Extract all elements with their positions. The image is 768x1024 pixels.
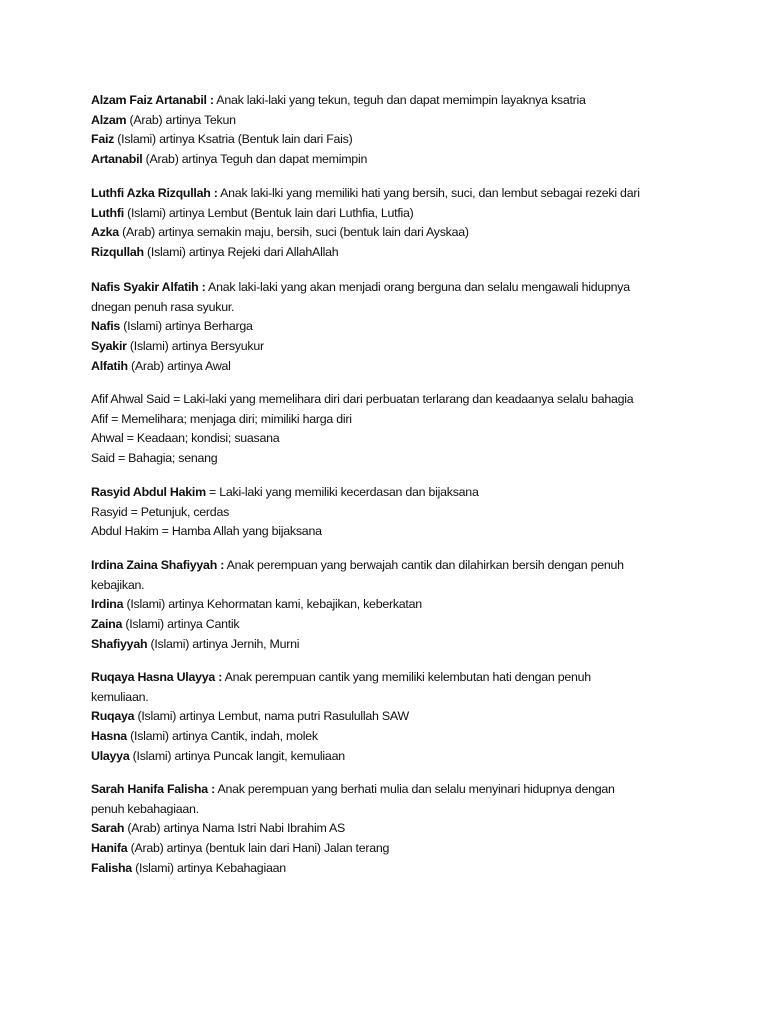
line-text: (Islami) artinya Cantik	[122, 617, 240, 632]
text-line	[91, 337, 711, 357]
name-entry-section	[91, 390, 711, 469]
text-line	[91, 595, 711, 615]
line-text: Anak laki-laki yang akan menjadi orang berguna dan selalu mengawali hidupnya	[205, 280, 630, 294]
bold-name: Azka	[91, 225, 119, 240]
line-text: (Islami) artinya Lembut (Bentuk lain dari Luthfia, Lutfia)	[123, 205, 414, 220]
text-line	[91, 503, 711, 523]
line-text: Said = Bahagia; senang	[91, 451, 218, 466]
line-text: kebajikan.	[91, 577, 145, 592]
line-text: (Islami) artinya Bersyukur	[126, 339, 264, 354]
text-line	[91, 357, 711, 377]
bold-name: Luthfi Azka Rizqullah :	[91, 186, 218, 200]
text-line	[91, 390, 711, 410]
bold-name: Shafiyyah	[91, 636, 148, 651]
bold-name: Syakir	[91, 339, 127, 354]
text-line	[91, 615, 711, 635]
text-line	[91, 668, 711, 688]
line-text: Anak perempuan cantik yang memiliki kelembutan hati dengan penuh	[222, 670, 591, 684]
text-line	[91, 91, 711, 111]
text-line	[91, 243, 711, 263]
name-entry-section	[91, 668, 711, 766]
text-line	[91, 727, 711, 747]
bold-name: Ruqaya	[91, 709, 135, 724]
line-text: (Arab) artinya semakin maju, bersih, suci (bentuk lain dari Ayskaa)	[118, 225, 469, 240]
text-line	[91, 747, 711, 767]
line-text: Anak laki-laki yang tekun, teguh dan dapat memimpin layaknya ksatria	[213, 93, 586, 107]
bold-name: Irdina Zaina Shafiyyah :	[91, 558, 225, 572]
text-line	[91, 780, 711, 800]
line-text: (Islami) artinya Lembut, nama putri Rasulullah SAW	[134, 709, 409, 724]
bold-name: Sarah	[91, 821, 125, 836]
text-line	[91, 150, 711, 170]
text-line	[91, 800, 711, 820]
text-line	[91, 556, 711, 576]
name-entry-section	[91, 780, 711, 878]
text-line	[91, 111, 711, 131]
line-text: penuh kebahagiaan.	[91, 801, 199, 816]
bold-name: Alzam Faiz Artanabil :	[91, 93, 214, 107]
text-line	[91, 278, 711, 298]
line-text: (Islami) artinya Puncak langit, kemuliaan	[129, 748, 345, 763]
name-entry-section	[91, 91, 711, 170]
bold-name: Faiz	[91, 132, 115, 147]
bold-name: Alfatih	[91, 358, 128, 373]
bold-name: Nafis	[91, 319, 121, 334]
text-line	[91, 429, 711, 449]
name-entry-section	[91, 483, 711, 542]
bold-name: Ulayya	[91, 748, 130, 763]
name-entry-section	[91, 278, 711, 376]
bold-name: Ruqaya Hasna Ulayya :	[91, 670, 223, 684]
line-text: (Islami) artinya Kebahagiaan	[131, 860, 286, 875]
text-line	[91, 130, 711, 150]
text-line	[91, 410, 711, 430]
line-text: Afif Ahwal Said = Laki-laki yang memelihara diri dari perbuatan terlarang dan keadaanya selalu bahagia	[91, 392, 634, 406]
bold-name: Irdina	[91, 597, 124, 612]
text-line	[91, 522, 711, 542]
line-text: Anak perempuan yang berhati mulia dan selalu menyinari hidupnya dengan	[214, 782, 615, 796]
text-line	[91, 688, 711, 708]
line-text: Anak laki-lki yang memiliki hati yang bersih, suci, dan lembut sebagai rezeki dari	[217, 186, 640, 200]
bold-name: Hasna	[91, 729, 127, 744]
bold-name: Hanifa	[91, 841, 128, 856]
line-text: (Arab) artinya (bentuk lain dari Hani) Jalan terang	[127, 841, 390, 856]
bold-name: Nafis Syakir Alfatih :	[91, 280, 206, 294]
bold-name: Alzam	[91, 112, 127, 127]
line-text: (Islami) artinya Berharga	[120, 319, 253, 334]
line-text: kemuliaan.	[91, 689, 149, 704]
line-text: (Arab) artinya Tekun	[126, 112, 236, 127]
text-line	[91, 449, 711, 469]
text-line	[91, 819, 711, 839]
line-text: = Laki-laki yang memiliki kecerdasan dan bijaksana	[205, 485, 479, 499]
text-line	[91, 317, 711, 337]
line-text: (Arab) artinya Awal	[127, 358, 231, 373]
line-text: Afif = Memelihara; menjaga diri; mimiliki harga diri	[91, 411, 352, 426]
text-line	[91, 483, 711, 503]
line-text: dnegan penuh rasa syukur.	[91, 299, 235, 314]
bold-name: Luthfi	[91, 205, 124, 220]
line-text: (Islami) artinya Rejeki dari AllahAllah	[143, 245, 339, 260]
text-line	[91, 204, 711, 224]
name-entry-section	[91, 556, 711, 654]
bold-name: Falisha	[91, 860, 132, 875]
line-text: Ahwal = Keadaan; kondisi; suasana	[91, 431, 280, 446]
bold-name: Artanabil	[91, 152, 143, 167]
line-text: (Arab) artinya Nama Istri Nabi Ibrahim AS	[124, 821, 346, 836]
text-line	[91, 223, 711, 243]
line-text: (Islami) artinya Cantik, indah, molek	[126, 729, 318, 744]
line-text: (Islami) artinya Ksatria (Bentuk lain dari Fais)	[114, 132, 353, 147]
bold-name: Rasyid Abdul Hakim	[91, 485, 206, 499]
name-entry-section	[91, 184, 711, 263]
bold-name: Sarah Hanifa Falisha :	[91, 782, 215, 796]
bold-name: Rizqullah	[91, 245, 144, 260]
text-line	[91, 707, 711, 727]
text-line	[91, 576, 711, 596]
line-text: (Islami) artinya Jernih, Murni	[147, 636, 300, 651]
line-text: Rasyid = Petunjuk, cerdas	[91, 504, 230, 519]
bold-name: Zaina	[91, 617, 123, 632]
text-line	[91, 184, 711, 204]
line-text: (Islami) artinya Kehormatan kami, kebajikan, keberkatan	[123, 597, 422, 612]
text-line	[91, 839, 711, 859]
text-line	[91, 635, 711, 655]
text-line	[91, 298, 711, 318]
line-text: (Arab) artinya Teguh dan dapat memimpin	[142, 152, 368, 167]
line-text: Abdul Hakim = Hamba Allah yang bijaksana	[91, 524, 322, 539]
line-text: Anak perempuan yang berwajah cantik dan dilahirkan bersih dengan penuh	[224, 558, 624, 572]
text-line	[91, 859, 711, 879]
